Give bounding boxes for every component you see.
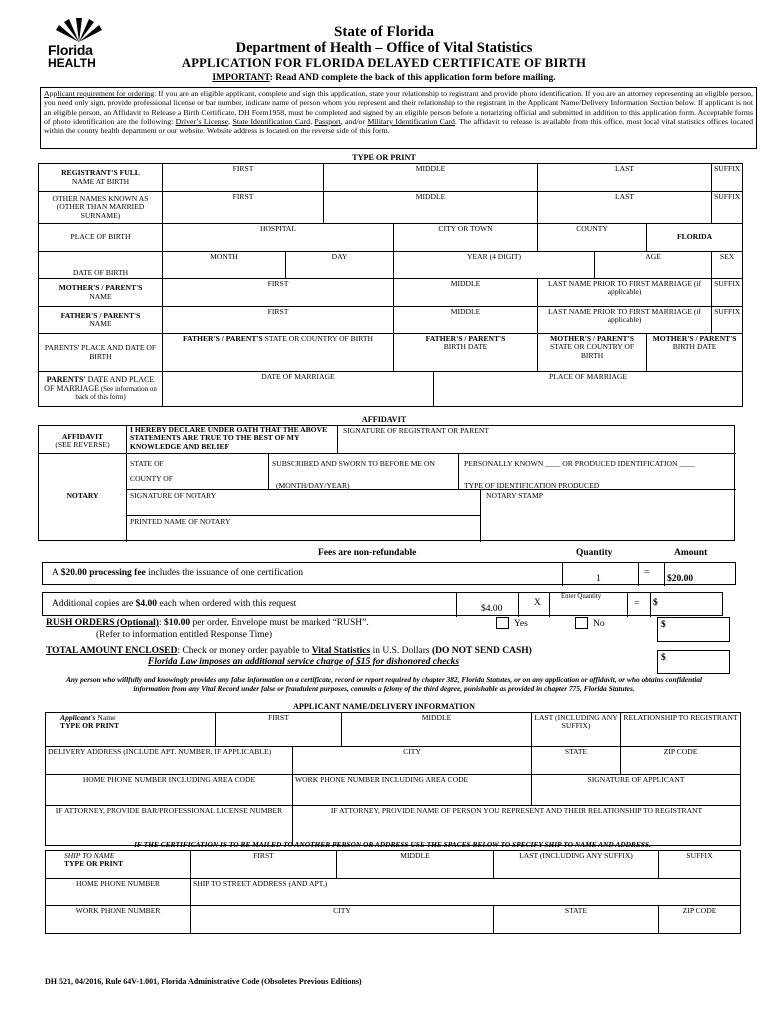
equals-sign: =: [644, 568, 650, 578]
type-id-field[interactable]: TYPE OF IDENTIFICATION PRODUCED: [464, 481, 600, 490]
sex-field[interactable]: SEX: [712, 252, 743, 279]
other-names-label: OTHER NAMES KNOWN AS (OTHER THAN MARRIED SURNAME): [39, 192, 163, 224]
ship-to-label: SHIP TO NAME TYPE OR PRINT: [46, 851, 191, 879]
type-or-print: TYPE OR PRINT: [352, 153, 416, 162]
important-note: IMPORTANT: Read AND complete the back of this application form before mailing.: [212, 73, 556, 83]
additional-qty-input[interactable]: [553, 593, 625, 616]
rush-orders-text: RUSH ORDERS (Optional): $10.00 per order. Envelope must be marked “RUSH”.: [46, 618, 369, 628]
work-phone-field[interactable]: WORK PHONE NUMBER INCLUDING AREA CODE: [293, 775, 532, 806]
county-field[interactable]: COUNTY: [538, 224, 647, 252]
mother-birthdate-field[interactable]: MOTHER'S / PARENT'S BIRTH DATE: [647, 334, 743, 372]
dishonored-checks-note: Florida Law imposes an additional service charge of $15 for dishonored checks: [148, 657, 460, 667]
form-footer: DH 521, 04/2016, Rule 64V-1.001, Florida Administrative Code (Obsoletes Previous Editions): [45, 977, 362, 986]
father-suffix-field[interactable]: SUFFIX: [712, 307, 743, 334]
printed-notary-field[interactable]: PRINTED NAME OF NOTARY: [130, 517, 231, 526]
other-suffix-field[interactable]: SUFFIX: [712, 192, 743, 224]
affidavit-label: AFFIDAVIT (SEE REVERSE): [55, 432, 110, 450]
date-of-marriage-field[interactable]: DATE OF MARRIAGE: [163, 372, 434, 407]
state-florida: FLORIDA: [647, 224, 743, 252]
father-first-field[interactable]: FIRST: [163, 307, 394, 334]
relationship-field[interactable]: RELATIONSHIP TO REGISTRANT: [621, 713, 741, 747]
state-field[interactable]: STATE: [532, 747, 621, 775]
affidavit-box: [38, 425, 735, 541]
delivery-address-field[interactable]: DELIVERY ADDRESS (INCLUDE APT. NUMBER, IF APPLICABLE): [46, 747, 293, 775]
processing-fee-row: [42, 562, 736, 585]
sworn-date-field[interactable]: SUBSCRIBED AND SWORN TO BEFORE ME ON: [272, 459, 436, 468]
day-field[interactable]: DAY: [286, 252, 394, 279]
mother-middle-field[interactable]: MIDDLE: [394, 279, 538, 307]
father-state-field[interactable]: FATHER'S / PARENT'S STATE OR COUNTRY OF BIRTH: [163, 334, 394, 372]
city-town-field[interactable]: CITY OR TOWN: [394, 224, 538, 252]
age-field[interactable]: AGE: [595, 252, 712, 279]
logo-line2: HEALTH: [48, 56, 96, 70]
additional-amount[interactable]: $: [653, 598, 658, 608]
equals-sign-2: =: [634, 599, 640, 609]
state-of-field[interactable]: STATE OF: [130, 459, 164, 468]
ship-suffix-field[interactable]: SUFFIX: [659, 851, 741, 879]
dob-label: DATE OF BIRTH: [39, 252, 163, 279]
rush-amount-field[interactable]: $: [657, 617, 730, 642]
hospital-field[interactable]: HOSPITAL: [163, 224, 394, 252]
applicant-signature-field[interactable]: SIGNATURE OF APPLICANT: [532, 775, 741, 806]
ship-home-phone-field[interactable]: HOME PHONE NUMBER: [46, 879, 191, 906]
enter-qty-label: Enter Quantity: [561, 593, 602, 600]
amount-header: Amount: [674, 548, 708, 558]
notary-signature-field[interactable]: SIGNATURE OF NOTARY: [130, 491, 217, 500]
other-middle-field[interactable]: MIDDLE: [324, 192, 538, 224]
place-of-birth-label: PLACE OF BIRTH: [39, 224, 163, 252]
reg-last-field[interactable]: LAST: [538, 164, 712, 192]
reg-name-label: REGISTRANT'S FULL NAME AT BIRTH: [39, 164, 163, 192]
rush-yes-checkbox[interactable]: [496, 617, 509, 629]
form-title: APPLICATION FOR FLORIDA DELAYED CERTIFICATE OF BIRTH: [181, 56, 587, 70]
times-sign: X: [534, 598, 541, 608]
father-name-label: FATHER'S / PARENT'S NAME: [39, 307, 163, 334]
ship-to-table: [45, 850, 741, 934]
mother-suffix-field[interactable]: SUFFIX: [712, 279, 743, 307]
declaration-text: I HEREBY DECLARE UNDER OATH THAT THE ABOVE STATEMENTS ARE TRUE TO THE BEST OF MY KNOWLEDGE AND BELIEF: [130, 425, 328, 451]
attorney-bar-field[interactable]: IF ATTORNEY, PROVIDE BAR/PROFESSIONAL LICENSE NUMBER: [46, 806, 293, 846]
reg-middle-field[interactable]: MIDDLE: [324, 164, 538, 192]
other-last-field[interactable]: LAST: [538, 192, 712, 224]
ship-street-field[interactable]: SHIP TO STREET ADDRESS (AND APT.): [191, 879, 741, 906]
place-of-marriage-field[interactable]: PLACE OF MARRIAGE: [434, 372, 743, 407]
attorney-represent-field[interactable]: IF ATTORNEY, PROVIDE NAME OF PERSON YOU REPRESENT AND THEIR RELATIONSHIP TO REGISTRANT: [293, 806, 741, 846]
city-field[interactable]: CITY: [293, 747, 532, 775]
processing-qty: 1: [596, 574, 601, 584]
fees-non-refundable: Fees are non-refundable: [318, 548, 417, 558]
county-of-field[interactable]: COUNTY OF: [130, 474, 173, 483]
registrant-signature-field[interactable]: SIGNATURE OF REGISTRANT OR PARENT: [343, 426, 489, 435]
mdy-label: (MONTH/DAY/YEAR): [276, 481, 350, 490]
affidavit-title: AFFIDAVIT: [361, 415, 407, 424]
false-information-warning: Any person who willfully and knowingly provides any false information on a certificate, record or report required by chapter 382, Florida Statutes, or on any application or affidavit, or who obtains confidential information from any Vital Record under false or fraudulent purposes, commits a felony of the third degree, punishable as provided in chapter 775, Florida Statutes.: [65, 675, 703, 693]
ship-to-notice: IF THE CERTIFICATION IS TO BE MAILED TO ANOTHER PERSON OR ADDRESS USE THE SPACES BELOW TO SPECIFY SHIP TO NAME AND ADDRESS.: [134, 840, 651, 849]
applicant-first-field[interactable]: FIRST: [216, 713, 342, 747]
applicant-name-label: Applicant's Name TYPE OR PRINT: [46, 713, 216, 747]
father-last-prior-field[interactable]: LAST NAME PRIOR TO FIRST MARRIAGE (if applicable): [538, 307, 712, 334]
total-enclosed-text: TOTAL AMOUNT ENCLOSED: Check or money order payable to Vital Statistics in U.S. Dollars (DO NOT SEND CASH): [46, 646, 532, 656]
rush-yes-label: Yes: [514, 619, 528, 629]
ship-city-field[interactable]: CITY: [191, 906, 494, 934]
father-birthdate-field[interactable]: FATHER'S / PARENT'S BIRTH DATE: [394, 334, 538, 372]
additional-copies-text: Additional copies are $4.00 each when ordered with this request: [52, 599, 297, 609]
applicant-title: APPLICANT NAME/DELIVERY INFORMATION: [293, 702, 475, 711]
year-field[interactable]: YEAR (4 DIGIT): [394, 252, 595, 279]
ship-last-field[interactable]: LAST (INCLUDING ANY SUFFIX): [494, 851, 659, 879]
applicant-middle-field[interactable]: MIDDLE: [342, 713, 532, 747]
zip-field[interactable]: ZIP CODE: [621, 747, 741, 775]
ship-state-field[interactable]: STATE: [494, 906, 659, 934]
rush-no-label: No: [593, 619, 605, 629]
rush-reference: (Refer to information entitled Response Time): [96, 630, 272, 640]
processing-amount: $20.00: [667, 574, 694, 584]
home-phone-field[interactable]: HOME PHONE NUMBER INCLUDING AREA CODE: [46, 775, 293, 806]
notary-label: NOTARY: [66, 491, 99, 500]
mother-name-label: MOTHER'S / PARENT'S NAME: [39, 279, 163, 307]
logo-line1: Florida: [48, 42, 93, 58]
header-line2: Department of Health – Office of Vital Statistics: [235, 40, 533, 56]
father-middle-field[interactable]: MIDDLE: [394, 307, 538, 334]
month-field[interactable]: MONTH: [163, 252, 286, 279]
total-amount-field[interactable]: $: [657, 650, 730, 674]
additional-copies-row: [42, 592, 723, 616]
ship-work-phone-field[interactable]: WORK PHONE NUMBER: [46, 906, 191, 934]
other-first-field[interactable]: FIRST: [163, 192, 324, 224]
header-line1: State of Florida: [334, 24, 434, 40]
intro-box: Applicant requirement for ordering: If you are an eligible applicant, complete and sign this application, state your relationship to registrant and provide photo identification. If you are an attorney representing an eligible person, you need only sign, provide professional license or bar number, indicate name of person whom you represent and their relationship to the registrant in the Applicant Name/Delivery Information Section below. If applicant is not an eligible person, an Affidavit to Release a Birth Certificate, DH Form1958, must be completed and signed by an eligible person before a notarizing official and submitted in addition to this application form. Acceptable forms of photo identification are the following: Driver’s License, State Identification Card, Passport, and/or Military Identification Card. The affidavit to release is available from this office, most local vital statistics offices located within the county health department or our website. Website address is located on the reverse side of this form.: [40, 87, 757, 149]
registrant-table: [38, 163, 743, 407]
mother-state-field[interactable]: MOTHER'S / PARENT'S STATE OR COUNTRY OF BIRTH: [538, 334, 647, 372]
applicant-table: [45, 712, 741, 846]
quantity-header: Quantity: [576, 548, 613, 558]
ship-middle-field[interactable]: MIDDLE: [337, 851, 494, 879]
reg-suffix-field[interactable]: SUFFIX: [712, 164, 743, 192]
mother-first-field[interactable]: FIRST: [163, 279, 394, 307]
mother-last-prior-field[interactable]: LAST NAME PRIOR TO FIRST MARRIAGE (if applicable): [538, 279, 712, 307]
reg-first-field[interactable]: FIRST: [163, 164, 324, 192]
additional-price: $4.00: [481, 604, 503, 614]
notary-stamp-area: NOTARY STAMP: [486, 491, 543, 500]
parents-place-label: PARENTS' PLACE AND DATE OF BIRTH: [39, 334, 163, 372]
applicant-last-field[interactable]: LAST (INCLUDING ANY SUFFIX): [532, 713, 621, 747]
rush-no-checkbox[interactable]: [575, 617, 588, 629]
identification-field[interactable]: PERSONALLY KNOWN ____ OR PRODUCED IDENTIFICATION ____: [464, 459, 695, 468]
processing-fee-text: A $20.00 processing fee includes the issuance of one certification: [52, 568, 303, 578]
ship-zip-field[interactable]: ZIP CODE: [659, 906, 741, 934]
marriage-label: PARENTS' DATE AND PLACE OF MARRIAGE (See information on back of this form): [39, 372, 163, 407]
ship-first-field[interactable]: FIRST: [191, 851, 337, 879]
